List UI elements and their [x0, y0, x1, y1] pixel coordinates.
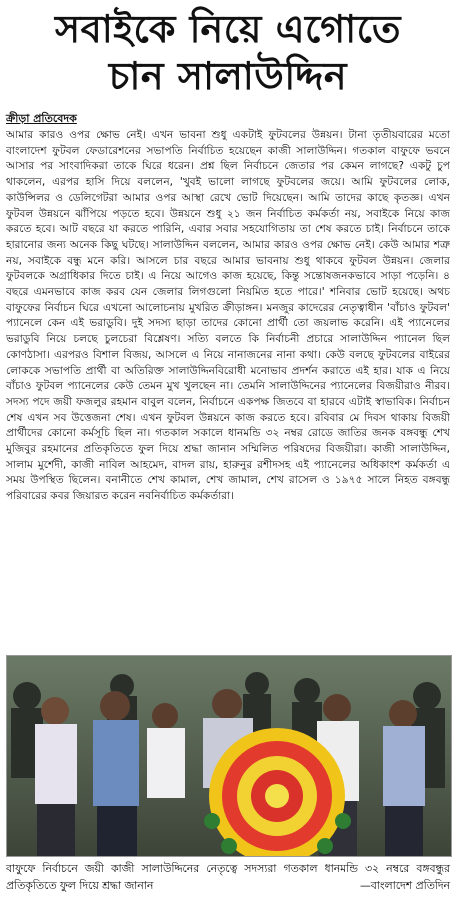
photo-icon	[7, 656, 451, 856]
article-headline	[0, 6, 456, 100]
headline-line-1: সবাইকে নিয়ে এগোতে	[55, 7, 401, 51]
headline-line-2: চান সালাউদ্দিন	[108, 54, 348, 98]
photo-credit: —বাংলাদেশ প্রতিদিন	[356, 877, 450, 894]
byline: ক্রীড়া প্রতিবেদক	[6, 112, 77, 125]
caption-text: বাফুফে নির্বাচনে জয়ী কাজী সালাউদ্দিনের নেতৃত্বে সদস্যরা গতকাল ধানমন্ডি ৩২ নম্বরে বঙ্গবন্ধুর প্রতিকৃতিতে ফুল দিয়ে শ্রদ্ধা জানান	[6, 862, 450, 892]
article-photo	[6, 655, 452, 857]
article-body: আমার কারও ওপর ক্ষোভ নেই। এখন ভাবনা শুধু একটাই ফুটবলের উন্নয়ন। টানা তৃতীয়বারের মতো বাংলাদেশ ফুটবল ফেডারেশনের সভাপতি নির্বাচিত হয়েছেন কাজী সালাউদ্দিন। গতকাল বাফুফে ভবনে আসার পর সাংবাদিকরা তাকে ঘিরে ধরেন। প্রশ্ন ছিল নির্বাচনে জেতার পর কেমন লাগছে? একটু চুপ থাকলেন, এরপর হাসি দিয়ে বললেন, 'খুবই ভালো লাগছে ফুটবলের জয়ে। আমি ফুটবলের লোক, কাউন্সিলর ও ডেলিগেটরা আমার ওপর আস্থা রেখে ভোট দিয়েছেন। আমি তাদের কাছে কৃতজ্ঞ। এখন ফুটবল উন্নয়নে ঝাঁপিয়ে পড়তে হবে। উন্নয়নে শুধু ২১ জন নির্বাচিত কর্মকর্তা নয়, সবাইকে নিয়ে কাজ করতে হবে। আট বছরে যা করতে পারিনি, এবার সবার সহযোগিতায় তা শেষ করতে চাই। নির্বাচনে তাকে হারানোর জন্য অনেক কিছু ঘটছে। সালাউদ্দিন বললেন, আমার কারও ওপর ক্ষোভ নেই। কেউ আমার শত্রু নয়, সবাইকে বন্ধু মনে করি। আসলে চার বছরে আমার ভাবনায় শুধু থাকবে ফুটবল উন্নয়ন। জেলার ফুটবলকে অগ্রাধিকার দিতে চাই। এ নিয়ে আগেও কাজ হয়েছে, কিন্তু সন্তোষজনকভাবে সাড়া পড়েনি। ৪ বছরে এমনভাবে কাজ করব যেন জেলার লিগগুলো নিয়মিত হতে পারে।' শনিবার ভোট হয়েছে। অথচ বাফুফের নির্বাচন ঘিরে এখনো আলোচনায় মুখরিত ক্রীড়াঙ্গন। মনজুর কাদেরের নেতৃত্বাধীন 'বাঁচাও ফুটবল' প্যানেলে কেন এই ভরাডুবি। দুই সদস্য ছাড়া তাদের কোনো প্রার্থী তো জয়লাভ করেনি। এই প্যানেলের ভরাডুবি নিয়ে চলছে চুলচেরা বিশ্লেষণ। সত্যি বলতে কি নির্বাচনী প্রচারে সালাউদ্দিন প্যানেল ছিল কোণঠাসা। এরপরও বিশাল বিজয়, আসলে এ নিয়ে নানাজনের নানা কথা। কেউ বলছে ফুটবলের বাইরের লোককে সভাপতি প্রার্থী বা অতিরিক্ত সালাউদ্দিনবিরোধী মনোভাব প্রদর্শন করাতে এই হার। যাক এ নিয়ে বাঁচাও ফুটবল প্যানেলের কেউ তেমন মুখ খুলছেন না। তেমনি সালাউদ্দিনের প্যানেলের বিজয়ীরাও নীরব। সদস্য পদে জয়ী ফজলুর রহমান বাবুল বলেন, নির্বাচনে একপক্ষ জিতবে বা হারবে এটাই স্বাভাবিক। নির্বাচন শেষ এখন সব উত্তেজনা শেষ। এখন ফুটবল উন্নয়নে কাজ করতে হবে। রবিবার মে দিবস থাকায় বিজয়ী প্রার্থীদের কোনো কর্মসূচি ছিল না। গতকাল সকালে ধানমন্ডি ৩২ নম্বর রোডে জাতির জনক বঙ্গবন্ধু শেখ মুজিবুর রহমানের প্রতিকৃতিতে ফুল দিয়ে শ্রদ্ধা জানান সম্মিলিত পরিষদের বিজয়ীরা। কাজী সালাউদ্দিন, সালাম মুর্শেদী, কাজী নাবিল আহমেদ, বাদল রায়, হারুনুর রশীদসহ এই প্যানেলের অধিকাংশ কর্মকর্তা এ সময় উপস্থিত ছিলেন। বনানীতে শেখ কামাল, শেখ জামাল, শেখ রাসেল ও ১৯৭৫ সালে নিহত বঙ্গবন্ধু পরিবারের কবর জিয়ারত করেন নবনির্বাচিত কর্মকর্তারা।	[6, 129, 450, 503]
